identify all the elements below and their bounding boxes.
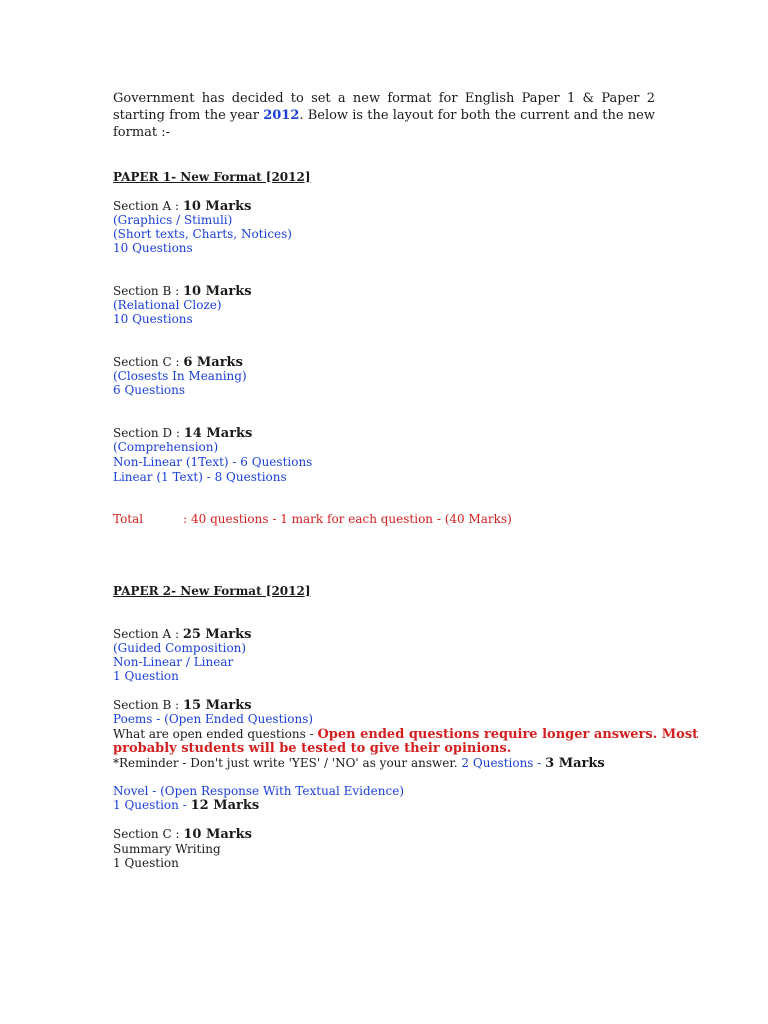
paper2-section-b-poems: Poems - (Open Ended Questions): [113, 712, 314, 726]
paper1-section-c-title: Section C : 6 Marks: [113, 355, 243, 370]
paper1-heading: PAPER 1- New Format [2012]: [113, 170, 311, 184]
paper2-section-c-title: Section C : 10 Marks: [113, 827, 252, 842]
intro-year: 2012: [263, 108, 300, 123]
paper1-section-c-line: (Closests In Meaning): [113, 369, 247, 383]
paper1-section-b-title: Section B : 10 Marks: [113, 284, 252, 299]
intro-text-2: . Below is the layout for both the current and the new format :-: [113, 108, 655, 140]
paper1-section-a-title: Section A : 10 Marks: [113, 199, 252, 214]
paper2-section-c-line: 1 Question: [113, 856, 179, 870]
paper1-section-d-line: (Comprehension): [113, 440, 219, 454]
paper2-section-a-line: (Guided Composition): [113, 641, 247, 655]
paper1-section-d-line: Linear (1 Text) - 8 Questions: [113, 470, 287, 484]
paper2-section-c-line: Summary Writing: [113, 842, 221, 856]
paper2-section-a-line: 1 Question: [113, 669, 179, 683]
paper2-section-a-line: Non-Linear / Linear: [113, 655, 234, 669]
paper1-section-c-line: 6 Questions: [113, 383, 186, 397]
paper1-section-d-title: Section D : 14 Marks: [113, 426, 253, 441]
paper2-section-b-answer: probably students will be tested to give their opinions.: [113, 741, 512, 756]
paper2-section-b-reminder: *Reminder - Don't just write 'YES' / 'NO' as your answer. 2 Questions - 3 Marks: [113, 756, 605, 771]
paper1-section-a-line: (Short texts, Charts, Notices): [113, 227, 292, 241]
paper2-section-b-novel-questions: 1 Question - 12 Marks: [113, 798, 260, 813]
intro-paragraph: [113, 90, 655, 141]
paper1-section-b-line: (Relational Cloze): [113, 298, 222, 312]
paper1-section-a-line: (Graphics / Stimuli): [113, 213, 233, 227]
paper1-section-a-line: 10 Questions: [113, 241, 193, 255]
intro-text-1: Government has decided to set a new format for English Paper 1 & Paper 2 starting from the year: [113, 91, 655, 123]
paper2-section-b-novel: Novel - (Open Response With Textual Evidence): [113, 784, 404, 798]
paper1-total: Total : 40 questions - 1 mark for each question - (40 Marks): [113, 512, 512, 526]
paper2-section-b-title: Section B : 15 Marks: [113, 698, 252, 713]
paper1-section-b-line: 10 Questions: [113, 312, 193, 326]
paper2-section-a-title: Section A : 25 Marks: [113, 627, 252, 642]
paper2-heading: PAPER 2- New Format [2012]: [113, 584, 311, 598]
paper1-section-d-line: Non-Linear (1Text) - 6 Questions: [113, 455, 313, 469]
paper2-section-b-question: What are open ended questions - Open ended questions require longer answers. Most: [113, 727, 699, 742]
